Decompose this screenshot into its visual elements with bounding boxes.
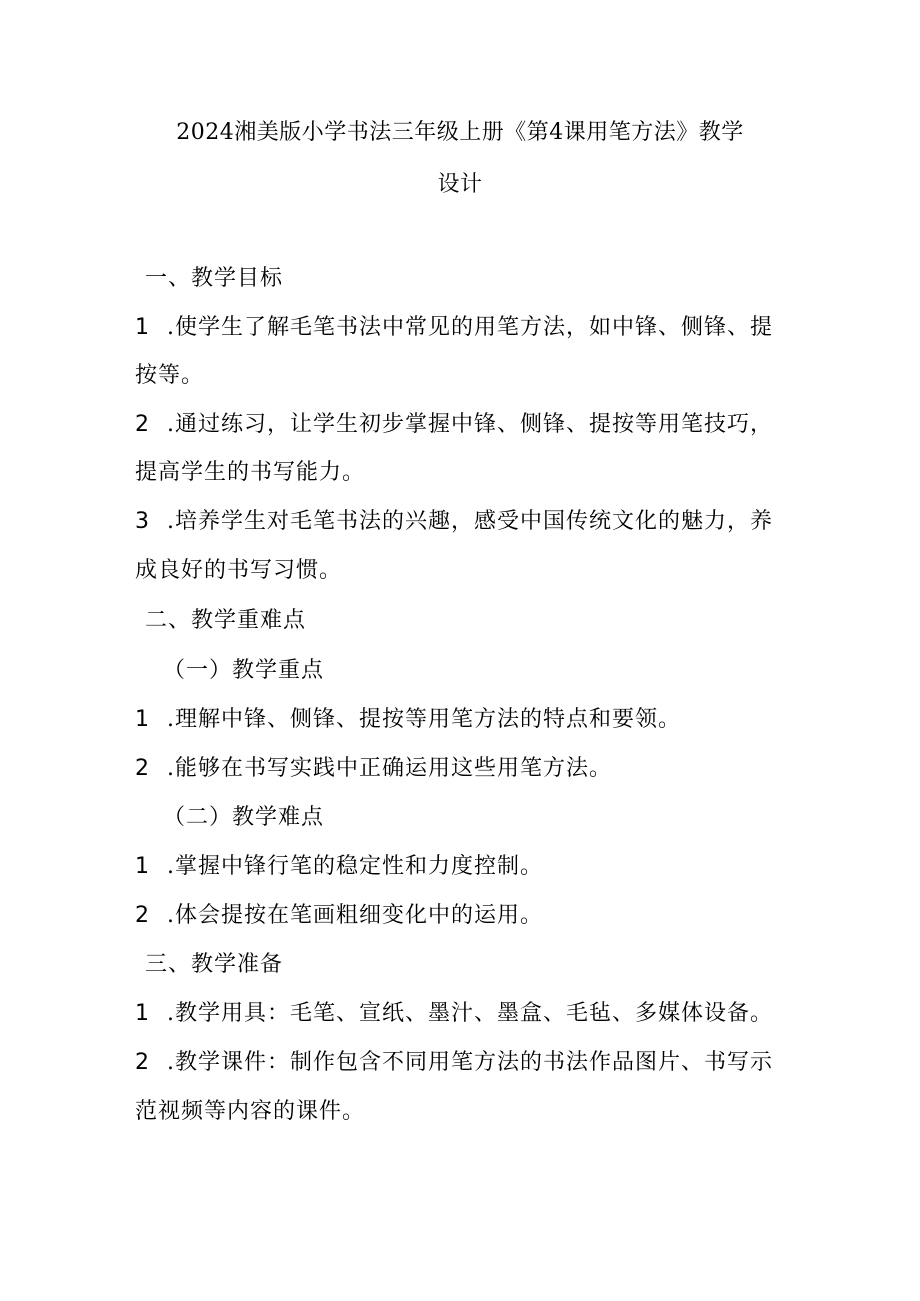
item-text: .培养学生对毛笔书法的兴趣，感受中国传统文化的魅力，养: [167, 509, 773, 534]
item-text: .理解中锋、侧锋、提按等用笔方法的特点和要领。: [167, 707, 681, 732]
difficult-item-1: [135, 852, 543, 882]
item-text: .掌握中锋行笔的稳定性和力度控制。: [167, 854, 543, 879]
item-text: .体会提按在笔画粗细变化中的运用。: [167, 903, 543, 928]
item-number: 2: [135, 1050, 150, 1075]
item-number: 1: [135, 315, 150, 340]
item-text: .教学课件：制作包含不同用笔方法的书法作品图片、书写示: [167, 1050, 773, 1075]
item-number: 1: [135, 707, 150, 732]
item-number: 2: [135, 412, 150, 437]
item-number: 2: [135, 756, 150, 781]
document-title-line-1: 2024湘美版小学书法三年级上册《第4课用笔方法》教学: [176, 120, 744, 145]
objective-item-1: [135, 313, 773, 343]
key-item-1: [135, 705, 681, 735]
item-number: 1: [135, 854, 150, 879]
subsection-heading-key: （一）教学重点: [163, 658, 325, 683]
item-number: 3: [135, 509, 150, 534]
item-number: 2: [135, 903, 150, 928]
item-text: .能够在书写实践中正确运用这些用笔方法。: [167, 756, 612, 781]
item-text: .教学用具：毛笔、宣纸、墨汁、墨盒、毛毡、多媒体设备。: [167, 1001, 773, 1026]
preparation-item-1: [135, 999, 773, 1029]
objective-item-2: [135, 410, 773, 440]
item-text: .使学生了解毛笔书法中常见的用笔方法，如中锋、侧锋、提: [167, 315, 773, 340]
document-title-line-2: 设计: [437, 172, 483, 197]
subsection-heading-difficult: （二）教学难点: [163, 805, 325, 830]
objective-item-3-continued: 成良好的书写习惯。: [135, 558, 343, 583]
preparation-item-2: [135, 1048, 773, 1078]
objective-item-3: [135, 507, 773, 537]
section-heading-preparation: 三、教学准备: [145, 952, 284, 977]
key-item-2: [135, 754, 612, 784]
item-number: 1: [135, 1001, 150, 1026]
item-text: .通过练习，让学生初步掌握中锋、侧锋、提按等用笔技巧，: [167, 412, 773, 437]
preparation-item-2-continued: 范视频等内容的课件。: [135, 1099, 366, 1124]
objective-item-1-continued: 按等。: [135, 363, 205, 388]
objective-item-2-continued: 提高学生的书写能力。: [135, 460, 366, 485]
section-heading-objectives: 一、教学目标: [145, 266, 284, 291]
section-heading-key-points: 二、教学重难点: [145, 608, 307, 633]
difficult-item-2: [135, 901, 543, 931]
